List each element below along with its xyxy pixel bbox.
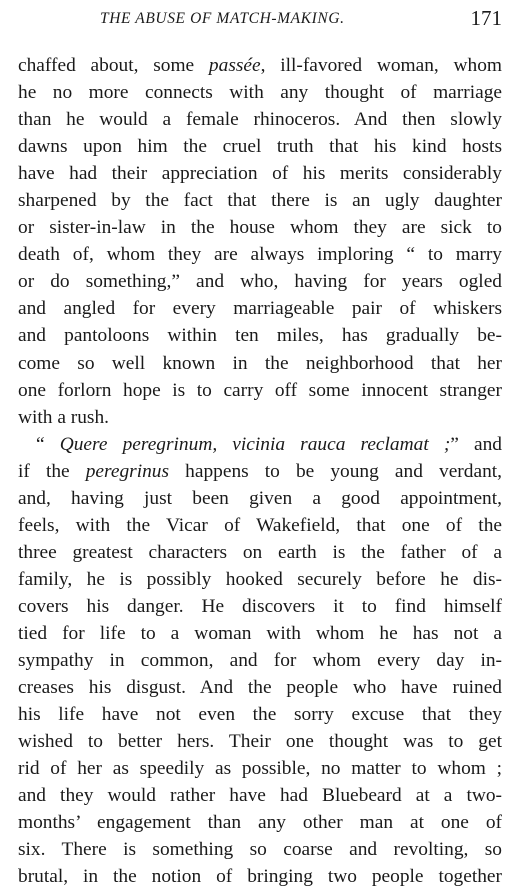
italic-run: passée <box>208 55 261 76</box>
italic-run: Quere peregrinum, vicinia rauca reclamat ; <box>59 433 451 455</box>
text-line <box>18 620 502 647</box>
text-line <box>18 241 502 268</box>
text-run: six. There is something so coarse and revolting, so <box>18 839 502 861</box>
text-run: have had their appreciation of his merits considerably <box>18 163 502 185</box>
text-line <box>18 214 502 241</box>
text-line <box>18 863 502 890</box>
text-run: creases his disgust. And the people who have ruined <box>18 677 502 699</box>
text-run: than he would a female rhinoceros. And then slowly <box>18 109 502 131</box>
text-line <box>18 458 502 485</box>
text-line <box>18 701 502 728</box>
text-line <box>18 133 502 160</box>
text-line <box>18 187 502 214</box>
text-run: come so well known in the neighborhood that her <box>18 352 502 374</box>
text-line <box>18 322 502 349</box>
text-run: , ill-favored woman, whom <box>260 55 502 76</box>
text-run: or do something,” and who, having for years ogled <box>18 271 502 293</box>
text-run: covers his danger. He discovers it to find himself <box>18 595 502 617</box>
running-title: THE ABUSE OF MATCH-MAKING. <box>100 10 345 27</box>
text-line <box>18 728 502 755</box>
text-line <box>18 268 502 295</box>
text-run: he no more connects with any thought of marriage <box>18 82 502 104</box>
text-run: sharpened by the fact that there is an ugly daughter <box>18 190 502 212</box>
text-line <box>18 512 502 539</box>
text-line <box>18 593 502 620</box>
text-run: if the <box>18 460 86 482</box>
text-run: months’ engagement than any other man at one of <box>18 812 502 834</box>
text-line <box>18 539 502 566</box>
text-line <box>18 782 502 809</box>
text-run: with a rush. <box>18 406 110 428</box>
text-line <box>18 79 502 106</box>
text-line <box>18 160 502 187</box>
text-line <box>18 836 502 863</box>
text-run: and they would rather have had Bluebeard at a two- <box>18 785 502 807</box>
text-run: and angled for every marriageable pair of whiskers <box>18 298 502 320</box>
text-line <box>18 404 502 431</box>
text-run: ” and <box>450 433 502 455</box>
text-run: his life have not even the sorry excuse that they <box>18 704 502 726</box>
text-run: one forlorn hope is to carry off some innocent stranger <box>18 379 502 401</box>
text-run: “ <box>36 433 60 455</box>
text-line <box>18 566 502 593</box>
text-run: brutal, in the notion of bringing two people together <box>18 866 502 888</box>
text-run: three greatest characters on earth is the father of a <box>18 541 502 563</box>
body-text <box>18 52 502 890</box>
text-run: rid of her as speedily as possible, no matter to whom ; <box>18 758 502 780</box>
page-number: 171 <box>470 6 502 30</box>
text-run: tied for life to a woman with whom he has not a <box>18 622 502 644</box>
running-head <box>18 6 502 36</box>
text-line <box>18 377 502 404</box>
text-run: chaffed about, some <box>18 55 209 76</box>
text-line <box>18 647 502 674</box>
text-run: happens to be young and verdant, <box>169 460 502 482</box>
text-run: death of, whom they are always imploring “ to marry <box>18 244 502 266</box>
text-line <box>18 485 502 512</box>
text-line <box>18 431 502 458</box>
text-run: and, having just been given a good appointment, <box>18 487 502 509</box>
italic-run: peregrinus <box>85 460 170 482</box>
text-run: family, he is possibly hooked securely before he dis- <box>18 568 502 590</box>
text-line <box>18 52 502 79</box>
text-run: sympathy in common, and for whom every day in- <box>18 650 502 672</box>
text-run: wished to better hers. Their one thought was to get <box>18 731 502 753</box>
text-run: or sister-in-law in the house whom they are sick to <box>18 217 502 239</box>
text-line <box>18 809 502 836</box>
text-line <box>18 350 502 377</box>
text-line <box>18 755 502 782</box>
text-run: and pantoloons within ten miles, has gradually be- <box>18 325 502 347</box>
text-run: dawns upon him the cruel truth that his kind hosts <box>18 136 502 158</box>
text-line <box>18 295 502 322</box>
text-line <box>18 674 502 701</box>
text-run: feels, with the Vicar of Wakefield, that one of the <box>18 514 502 536</box>
text-line <box>18 106 502 133</box>
